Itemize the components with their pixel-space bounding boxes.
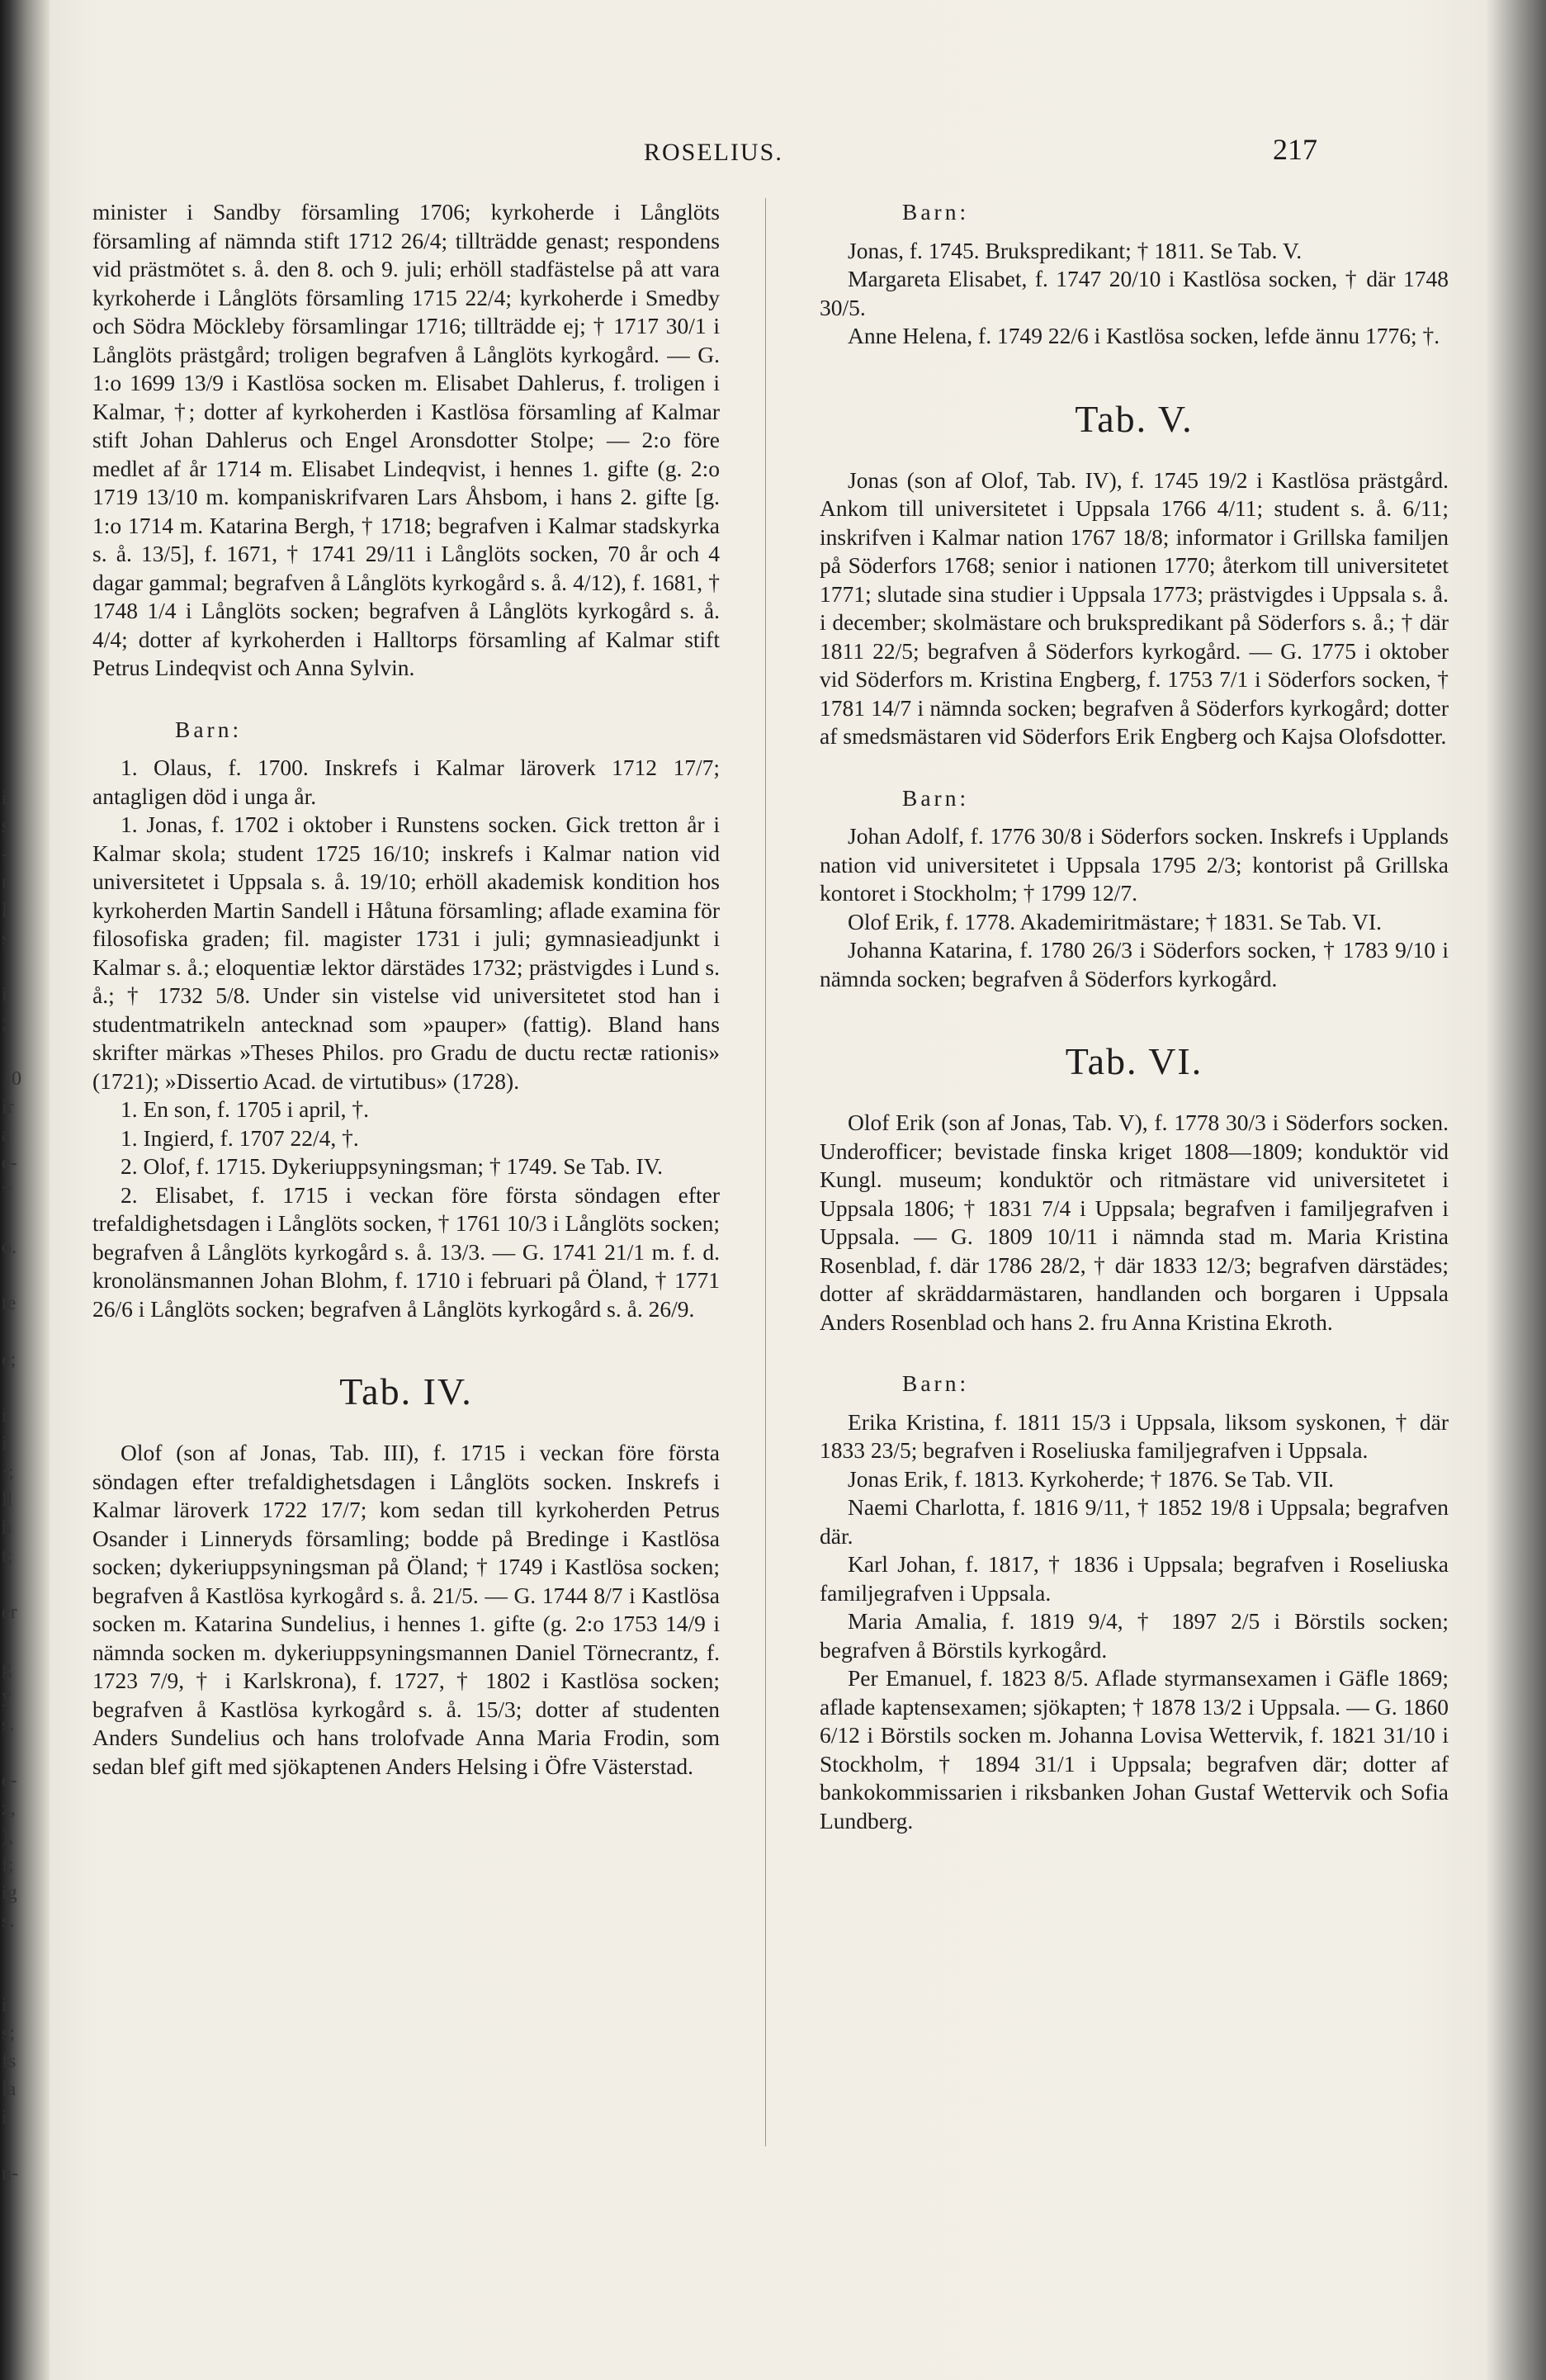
facing-page-letter: e-	[2, 1152, 17, 1174]
children-heading: Barn:	[175, 716, 243, 742]
children-heading: Barn:	[902, 199, 970, 225]
facing-page-letter: z,	[2, 1798, 16, 1819]
facing-page-letter	[2, 1037, 21, 1065]
entry-paragraph: Olof Erik (son af Jonas, Tab. V), f. 1778 30/3 i Söderfors socken. Underofficer; bevistade finska kriget 1808—1809; konduktör vid Kungl. museum; konduktör och ritmästare vid universitetet i Uppsala 1806; † 1831 7/4 i Uppsala; begrafven i familjegrafven i Uppsala. — G. 1809 10/11 i nämnda stad m. Maria Kristina Rosenblad, f. där 1786 28/2, † där 1833 12/3; begrafven därstädes; dotter af skräddarmästaren, handlanden och borgaren i Uppsala Anders Rosenblad och hans 2. fru Anna Kristina Ekroth.	[820, 1110, 1449, 1335]
entry-paragraph: 2. Elisabet, f. 1715 i veckan före första söndagen efter trefaldighetsdagen i Långlöts socken, † 1761 10/3 i Långlöts socken; begrafven å Långlöts kyrkogård s. å. 13/3. — G. 1741 21/1 m. f. d. kronolänsmannen Johan Blohm, f. 1710 i februari på Öland, † 1771 26/6 i Långlöts socken; begrafven å Långlöts kyrkogård s. å. 26/9.	[92, 1181, 720, 1322]
facing-page-letter: i	[2, 1994, 7, 2016]
facing-page-letters	[2, 784, 21, 2188]
entry-paragraph: 1. Olaus, f. 1700. Inskrefs i Kalmar läroverk 1712 17/7; antagligen död i unga år.	[92, 755, 720, 809]
facing-page-letter: i	[2, 1433, 7, 1455]
facing-page-letter: s	[2, 928, 10, 949]
entry-paragraph: Erika Kristina, f. 1811 15/3 i Uppsala, liksom syskonen, † där 1833 23/5; begrafven i Roseliuska familjegrafven i Uppsala.	[820, 1408, 1449, 1463]
facing-page-letter: er	[2, 1602, 17, 1623]
column-divider	[765, 198, 766, 2146]
entry-paragraph: Olof (son af Jonas, Tab. III), f. 1715 i veckan före första söndagen efter trefaldighetsdagen i Långlöts socken. Inskrefs i Kalmar läroverk 1722 17/7; kom sedan till kyrkoherden Petrus Osander i Linneryds församling; bodde på Bredinge i Kastlösa socken; dykeriuppsyningsman på Öland; † 1749 i Kastlösa socken; begrafven å Kastlösa kyrkogård s. å. 21/5. — G. 1744 8/7 i Kastlösa socken m. Katarina Sundelius, i hennes 1. gifte (g. 2:o 1753 14/9 i nämnda socken m. dykeriuppsyningsmannen Daniel Törnecrantz, f. 1723 7/9, † i Karlskrona), f. 1727, † 1802 i Kastlösa socken; begrafven å Kastlösa kyrkogård s. å. 15/3; dotter af studenten Anders Sundelius och hans trolofvade Anna Maria Frodin, som sedan blef gift med sjökaptenen Anders Helsing i Öfre Västerstad.	[92, 1440, 720, 1779]
facing-page-letter	[2, 1374, 21, 1402]
facing-page-letter	[2, 1935, 21, 1963]
facing-page-letter: s	[2, 816, 10, 837]
facing-page-letter	[2, 953, 21, 981]
facing-page-letter: ),	[2, 1826, 13, 1848]
facing-page-letter: i	[2, 788, 7, 809]
entry-paragraph: Johan Adolf, f. 1776 30/8 i Söderfors socken. Inskrefs i Upplands nation vid universitetet i Uppsala 1795 2/3; kontorist på Grillska kontoret i Stockholm; † 1799 12/7.	[820, 823, 1449, 906]
entry-paragraph: 1. En son, f. 1705 i april, †.	[121, 1096, 369, 1122]
page	[66, 0, 1546, 2380]
facing-page-letter: te	[2, 1293, 17, 1314]
entry-paragraph: 1. Jonas, f. 1702 i oktober i Runstens socken. Gick tretton år i Kalmar skola; student 1725 16/10; inskrefs i Kalmar nation vid universitetet i Uppsala s. å. 19/10; erhöll akademisk kondition hos kyrkoherden Martin Sandell i Håtuna församling; aflade examina för filosofiska graden; fil. magister 1731 i juli; gymnasieadjunkt i Kalmar s. å.; eloquentiæ lektor därstädes 1732; prästvigdes i Lund s. å.; † 1732 5/8. Under sin vistelse vid universitetet stod han i studentmatrikeln antecknad som »pauper» (fattig). Bland hans skrifter märkas »Theses Philos. pro Gradu de ductu rectæ rationis» (1721); »Dissertio Acad. de virtutibus» (1728).	[92, 811, 720, 1094]
facing-page-letter: †	[2, 1181, 12, 1202]
table-heading: Tab. VI.	[1065, 1040, 1203, 1082]
facing-page-letter: s.	[2, 1714, 15, 1735]
left-column	[92, 198, 720, 1781]
facing-page-letter: ·;	[2, 1461, 14, 1483]
entry-paragraph: Johanna Katarina, f. 1780 26/3 i Söderfors socken, † 1783 9/10 i nämnda socken; begrafven å Söderfors kyrkogård.	[820, 937, 1449, 991]
facing-page-letter: ll	[2, 1489, 13, 1511]
facing-page-letter: f;	[2, 1854, 14, 1876]
facing-page-letter: s;	[2, 2023, 16, 2044]
entry-paragraph: Karl Johan, f. 1817, † 1836 i Uppsala; begrafven i Roseliuska familjegrafven i Uppsala.	[820, 1551, 1449, 1606]
facing-page-letter: a	[2, 1124, 11, 1146]
table-heading: Tab. V.	[1075, 397, 1194, 440]
facing-page-letter	[2, 1739, 21, 1767]
right-column	[820, 198, 1449, 1835]
facing-page-letter: ig	[2, 1882, 17, 1904]
facing-page-letter: ;	[2, 1012, 7, 1034]
facing-page-letter	[2, 1261, 21, 1289]
entry-paragraph: Olof Erik, f. 1778. Akademiritmästare; † 1831. Se Tab. VI.	[848, 908, 1383, 934]
facing-page-letter: la	[2, 2079, 17, 2100]
facing-page-letter	[2, 2132, 21, 2160]
facing-page-letter: 10	[2, 1068, 21, 1090]
facing-page-letter: t;	[2, 1545, 13, 1567]
entry-paragraph: Jonas, f. 1745. Brukspredikant; † 1811. Se Tab. V.	[848, 237, 1303, 263]
table-heading: Tab. IV.	[339, 1370, 473, 1412]
facing-page-letter: s.	[2, 1910, 15, 1932]
page-number: 217	[1273, 133, 1317, 166]
facing-page-letter	[2, 1963, 21, 1991]
facing-page-letter: l	[2, 900, 7, 921]
facing-page-letter	[2, 1205, 21, 1233]
facing-page-letter: fs	[2, 2051, 17, 2072]
facing-page-letter: -	[2, 844, 8, 865]
facing-page-letter	[2, 1626, 21, 1654]
children-heading: Barn:	[902, 784, 970, 811]
entry-paragraph: minister i Sandby församling 1706; kyrkoherde i Långlöts församling af nämnda stift 1712 26/4; tillträdde genast; respondens vid prästmötet s. å. den 8. och 9. juli; erhöll stadfästelse på att vara kyrkoherde i Långlöts församling 1715 22/4; kyrkoherde i Smedby och Södra Möckleby församlingar 1716; tillträdde ej; † 1717 30/1 i Långlöts prästgård; troligen begrafven å Långlöts kyrkogård. — G. 1:o 1699 13/9 i Kastlösa socken m. Elisabet Dahlerus, f. troligen i Kalmar, †; dotter af kyrkoherden i Kastlösa församling af Kalmar stift Johan Dahlerus och Engel Aronsdotter Stolpe; — 2:o före medlet af år 1714 m. Elisabet Lindeqvist, i hennes 1. gifte (g. 2:o 1719 13/10 m. kompaniskrifvaren Lars Åhsbom, i hans 2. gifte [g. 1:o 1714 m. Katarina Bergh, † 1718; begrafven i Kalmar stadskyrka s. å. 13/5], f. 1671, † 1741 29/11 i Långlöts socken, 70 år och 4 dagar gammal; begrafven å Långlöts kyrkogård s. å. 4/12), f. 1681, † 1748 1/4 i Långlöts socken; begrafven å Långlöts kyrkogård s. å. 4/4; dotter af kyrkoherden i Halltorps församling af Kalmar stift Petrus Lindeqvist och Anna Sylvin.	[92, 199, 720, 680]
entry-paragraph: Jonas (son af Olof, Tab. IV), f. 1745 19/2 i Kastlösa prästgård. Ankom till universitetet i Uppsala 1766 4/11; student s. å. 6/11; inskrifven i Kalmar nation 1767 18/8; informator i Grillska familjen på Söderfors 1768; senior i nationen 1770; återkom till universitetet 1771; slutade sina studier i Uppsala 1773; prästvigdes i Uppsala s. å. i december; skolmästare och brukspredikant på Söderfors s. å.; † där 1811 22/5; begrafven å Söderfors kyrkogård. — G. 1775 i oktober vid Söderfors m. Kristina Engberg, f. 1753 7/1 i Söderfors socken, † 1781 14/7 i nämnda socken; begrafven å Söderfors kyrkogård; dotter af smedsmästaren vid Söderfors Erik Engberg och Kajsa Olofsdotter.	[820, 466, 1449, 749]
entry-paragraph: Maria Amalia, f. 1819 9/4, † 1897 2/5 i Börstils socken; begrafven å Börstils kyrkogård.	[820, 1608, 1449, 1663]
facing-page-letter: e;	[2, 1349, 17, 1370]
facing-page-letter: ir	[2, 1096, 14, 1118]
children-heading: Barn:	[902, 1370, 970, 1396]
facing-page-letter: n-	[2, 2163, 18, 2184]
facing-page-edge	[0, 0, 50, 2380]
facing-page-letter	[2, 1570, 21, 1598]
facing-page-letter: o.	[2, 1237, 17, 1258]
facing-page-letter: e-	[2, 1770, 17, 1791]
running-head: ROSELIUS.	[644, 139, 783, 166]
facing-page-letter: g	[2, 1658, 12, 1679]
entry-paragraph: Jonas Erik, f. 1813. Kyrkoherde; † 1876. Se Tab. VII.	[848, 1465, 1334, 1492]
entry-paragraph: Anne Helena, f. 1749 22/6 i Kastlösa socken, lefde ännu 1776; †.	[848, 323, 1440, 348]
facing-page-letter: i	[2, 1405, 7, 1427]
entry-paragraph: Per Emanuel, f. 1823 8/5. Aflade styrmansexamen i Gäfle 1869; aflade kaptensexamen; sjökapten; † 1878 13/2 i Uppsala. — G. 1860 6/12 i Börstils socken m. Johanna Lovisa Wettervik, f. 1821 31/10 i Stockholm, † 1894 31/1 i Uppsala; begrafven där; dotter af bankokommissarien i riksbanken Johan Gustaf Wettervik och Sofia Lundberg.	[820, 1665, 1449, 1833]
facing-page-letter: i	[2, 984, 7, 1005]
facing-page-letter: y	[2, 1686, 12, 1707]
entry-paragraph: Margareta Elisabet, f. 1747 20/10 i Kastlösa socken, † där 1748 30/5.	[820, 266, 1449, 320]
facing-page-letter	[2, 1318, 21, 1346]
entry-paragraph: 2. Olof, f. 1715. Dykeriuppsyningsman; † 1749. Se Tab. IV.	[121, 1153, 664, 1179]
facing-page-letter: h	[2, 1517, 12, 1539]
facing-page-letter: i	[2, 2107, 7, 2128]
facing-page-letter: r	[2, 872, 8, 893]
entry-paragraph: 1. Ingierd, f. 1707 22/4, †.	[121, 1124, 359, 1151]
entry-paragraph: Naemi Charlotta, f. 1816 9/11, † 1852 19/8 i Uppsala; begrafven där.	[820, 1494, 1449, 1549]
